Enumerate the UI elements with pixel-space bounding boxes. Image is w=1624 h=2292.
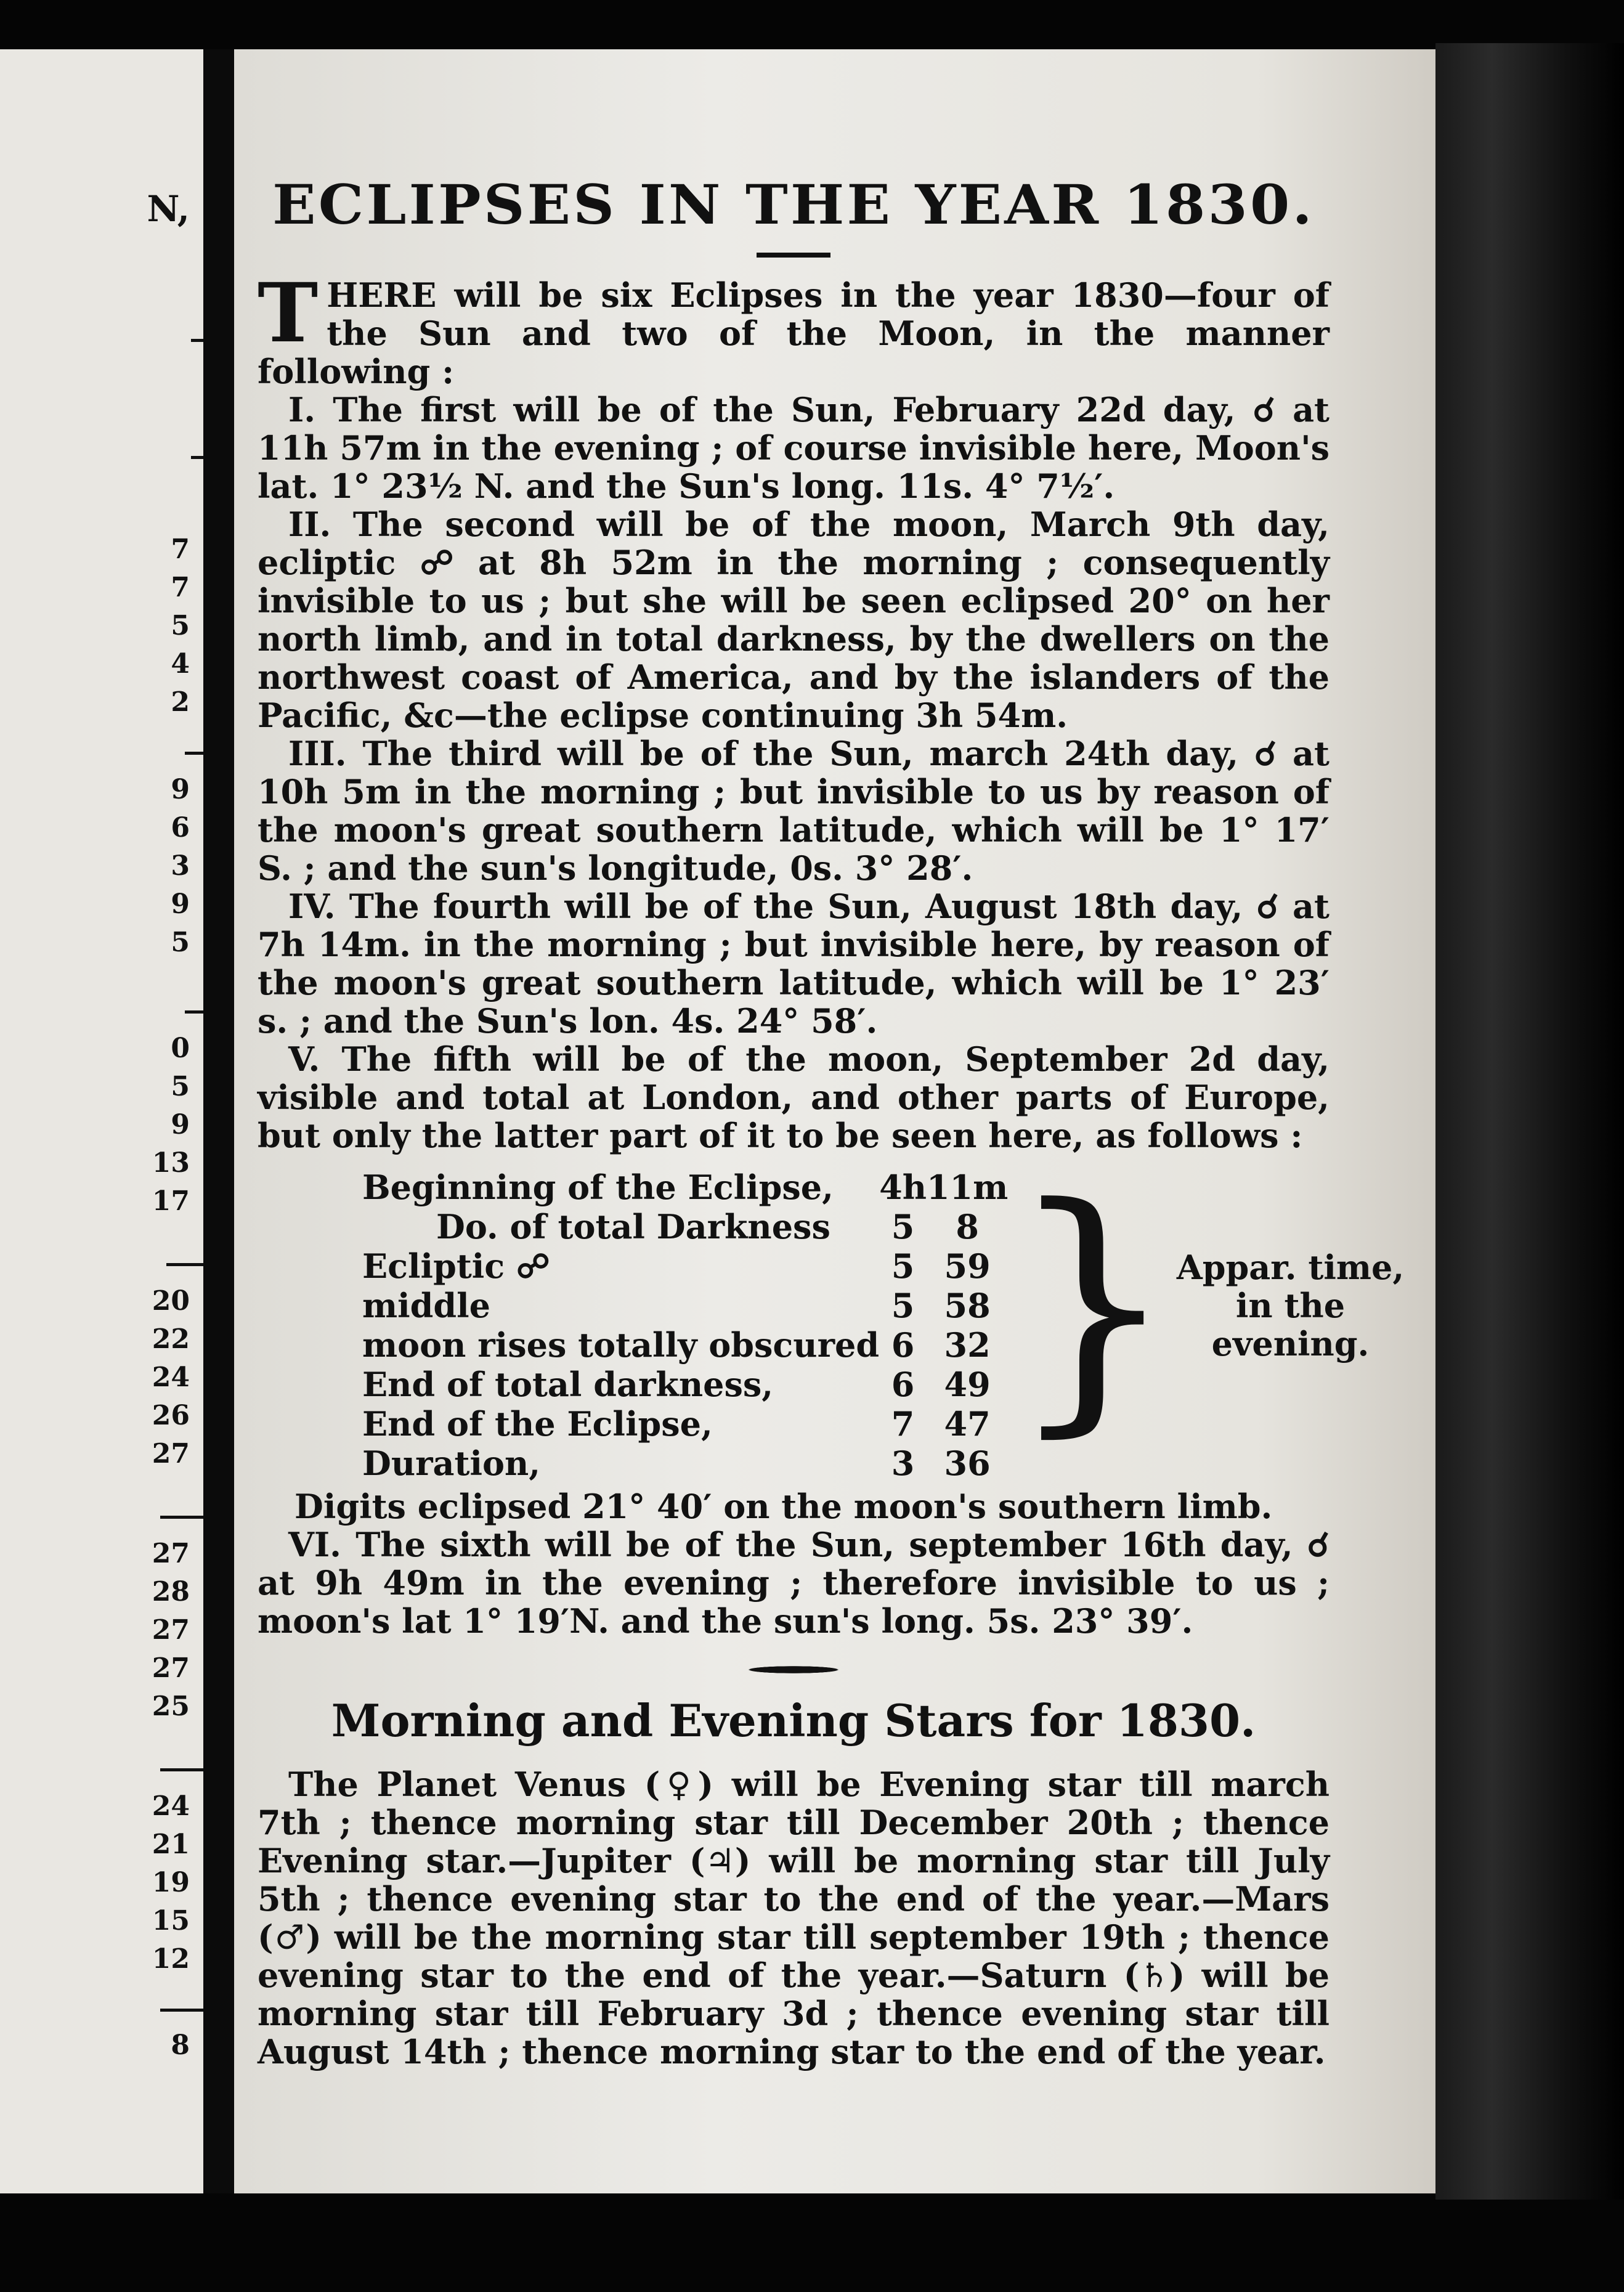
- fragment-rule: [191, 339, 203, 342]
- eclipse-iv: IV. The fourth will be of the Sun, August 18th day, ☌ at 7h 14m. in the morning ; but invisible here, by reason of the moon's great southern latitude, which will be 1° 23′ s. ; and the Sun's lon. 4s. 24° 58′.: [258, 887, 1330, 1041]
- hours-value: 5: [891, 1246, 915, 1286]
- fragment-text: 2: [171, 686, 190, 718]
- eclipse-vi: VI. The sixth will be of the Sun, september 16th day, ☌ at 9h 49m in the evening ; therefore invisible to us ; moon's lat 1° 19′N. and the sun's long. 5s. 23° 39′.: [258, 1525, 1330, 1641]
- fragment-rule: [160, 2009, 203, 2012]
- previous-page-fragments: [0, 49, 203, 2193]
- minutes-value: 32: [944, 1325, 991, 1365]
- drop-cap: T: [258, 266, 319, 361]
- event-label: Duration,: [362, 1444, 541, 1483]
- fragment-text: 12: [152, 1943, 190, 1975]
- fragment-text: 27: [152, 1614, 190, 1646]
- hours-value: 5: [891, 1207, 915, 1246]
- hours-value: 4h: [879, 1168, 927, 1207]
- fragment-text: 27: [152, 1538, 190, 1569]
- fragment-text: 27: [152, 1438, 190, 1469]
- fragment-text: 5: [171, 927, 190, 958]
- fragment-rule: [160, 1516, 203, 1519]
- fragment-text: 5: [171, 1071, 190, 1102]
- fragment-text: 28: [152, 1576, 190, 1607]
- eclipse-iii: III. The third will be of the Sun, march 24th day, ☌ at 10h 5m in the morning ; but invisible to us by reason of the moon's great southern latitude, which will be 1° 17′ S. ; and the sun's longitude, 0s. 3° 28′.: [258, 734, 1330, 888]
- eclipse-timetable: [362, 1152, 1405, 1484]
- page-content: [258, 105, 1405, 2071]
- section-heading: Morning and Evening Stars for 1830.: [331, 1694, 1256, 1747]
- intro-text: HERE will be six Eclipses in the year 1830—four of the Sun and two of the Moon, in the manner following :: [258, 275, 1330, 391]
- brace-mark: }: [1008, 1152, 1177, 1460]
- fragment-text: 21: [152, 1829, 190, 1860]
- fragment-text: 20: [152, 1285, 190, 1317]
- hours-value: 7: [891, 1404, 915, 1444]
- fragment-text: 24: [152, 1362, 190, 1393]
- fragment-rule: [185, 1010, 203, 1014]
- hours-value: 6: [891, 1325, 915, 1365]
- digits-eclipsed-line: Digits eclipsed 21° 40′ on the moon's southern limb.: [294, 1487, 1273, 1526]
- fragment-rule: [160, 1768, 203, 1771]
- note-line: Appar. time,: [1176, 1248, 1405, 1287]
- title-divider: [757, 253, 830, 258]
- event-label: Beginning of the Eclipse,: [362, 1168, 834, 1207]
- fragment-text: 9: [171, 1109, 190, 1140]
- event-label: moon rises totally obscured: [362, 1325, 880, 1365]
- fragment-text: 8: [171, 2030, 190, 2061]
- minutes-value: 58: [944, 1286, 991, 1325]
- hours-value: 5: [891, 1286, 915, 1325]
- fragment-text: 5: [171, 610, 190, 641]
- eclipse-v: V. The fifth will be of the moon, September 2d day, visible and total at London, and other parts of Europe, but only the latter part of it to be seen here, as follows :: [258, 1039, 1330, 1155]
- book-binding: [1435, 43, 1624, 2200]
- minutes-value: 11m: [926, 1168, 1009, 1207]
- minutes-value: 8: [956, 1207, 979, 1246]
- hours-value: 6: [891, 1365, 915, 1404]
- intro-paragraph: [258, 266, 1330, 391]
- fragment-rule: [191, 456, 203, 459]
- fragment-text: 7: [171, 572, 190, 603]
- minutes-value: 36: [944, 1444, 991, 1483]
- minutes-value: 59: [944, 1246, 991, 1286]
- page-gutter: [203, 49, 234, 2193]
- event-label: Do. of total Darkness: [436, 1207, 830, 1246]
- fragment-text: 13: [152, 1147, 190, 1179]
- eclipse-i: I. The first will be of the Sun, February 22d day, ☌ at 11h 57m in the evening ; of course invisible here, Moon's lat. 1° 23½ N. and the Sun's long. 11s. 4° 7½′.: [258, 390, 1330, 506]
- fragment-text: N,: [147, 188, 190, 230]
- fragment-text: 17: [152, 1185, 190, 1217]
- fragment-rule: [166, 1263, 203, 1266]
- section-ornament: [732, 1665, 855, 1675]
- fragment-text: 22: [152, 1323, 190, 1355]
- note-line: in the: [1235, 1286, 1346, 1325]
- previous-page-edge: [0, 49, 203, 2193]
- fragment-text: 24: [152, 1790, 190, 1822]
- minutes-value: 49: [944, 1365, 991, 1404]
- time-note: [1177, 1168, 1404, 1444]
- fragment-text: 6: [171, 812, 190, 843]
- event-label: End of the Eclipse,: [362, 1404, 713, 1444]
- fragment-text: 9: [171, 774, 190, 805]
- minutes-value: 47: [944, 1404, 991, 1444]
- fragment-text: 25: [152, 1691, 190, 1722]
- fragment-text: 4: [171, 648, 190, 680]
- note-line: evening.: [1211, 1324, 1370, 1363]
- fragment-text: 26: [152, 1400, 190, 1431]
- event-label: End of total darkness,: [362, 1365, 774, 1404]
- fragment-text: 9: [171, 888, 190, 920]
- fragment-text: 15: [152, 1905, 190, 1936]
- fragment-text: 19: [152, 1867, 190, 1898]
- fragment-text: 27: [152, 1652, 190, 1684]
- hours-value: 3: [891, 1444, 915, 1483]
- event-label: Ecliptic ☍: [362, 1246, 550, 1286]
- table-row: [362, 1168, 1404, 1208]
- eclipse-ii: II. The second will be of the moon, March 9th day, ecliptic ☍ at 8h 52m in the morning ; consequently invisible to us ; but she will be seen eclipsed 20° on her north limb, and in total darkness, by the dwellers on the northwest coast of America, and by the islanders of the Pacific, &c—the eclipse continuing 3h 54m.: [258, 505, 1330, 735]
- morning-evening-stars-text: The Planet Venus (♀) will be Evening star till march 7th ; thence morning star till December 20th ; thence Evening star.—Jupiter (♃) will be morning star till July 5th ; thence evening star to the end of the year.—Mars (♂) will be the morning star till september 19th ; thence evening star to the end of the year.—Saturn (♄) will be morning star till February 3d ; thence evening star till August 14th ; thence morning star to the end of the year.: [258, 1765, 1330, 2071]
- fragment-text: 0: [171, 1033, 190, 1064]
- page-title: ECLIPSES IN THE YEAR 1830.: [272, 173, 1315, 237]
- fragment-text: 7: [171, 534, 190, 565]
- table-row: [362, 1444, 1404, 1484]
- event-label: middle: [362, 1286, 491, 1325]
- fragment-text: 3: [171, 850, 190, 882]
- fragment-rule: [185, 752, 203, 755]
